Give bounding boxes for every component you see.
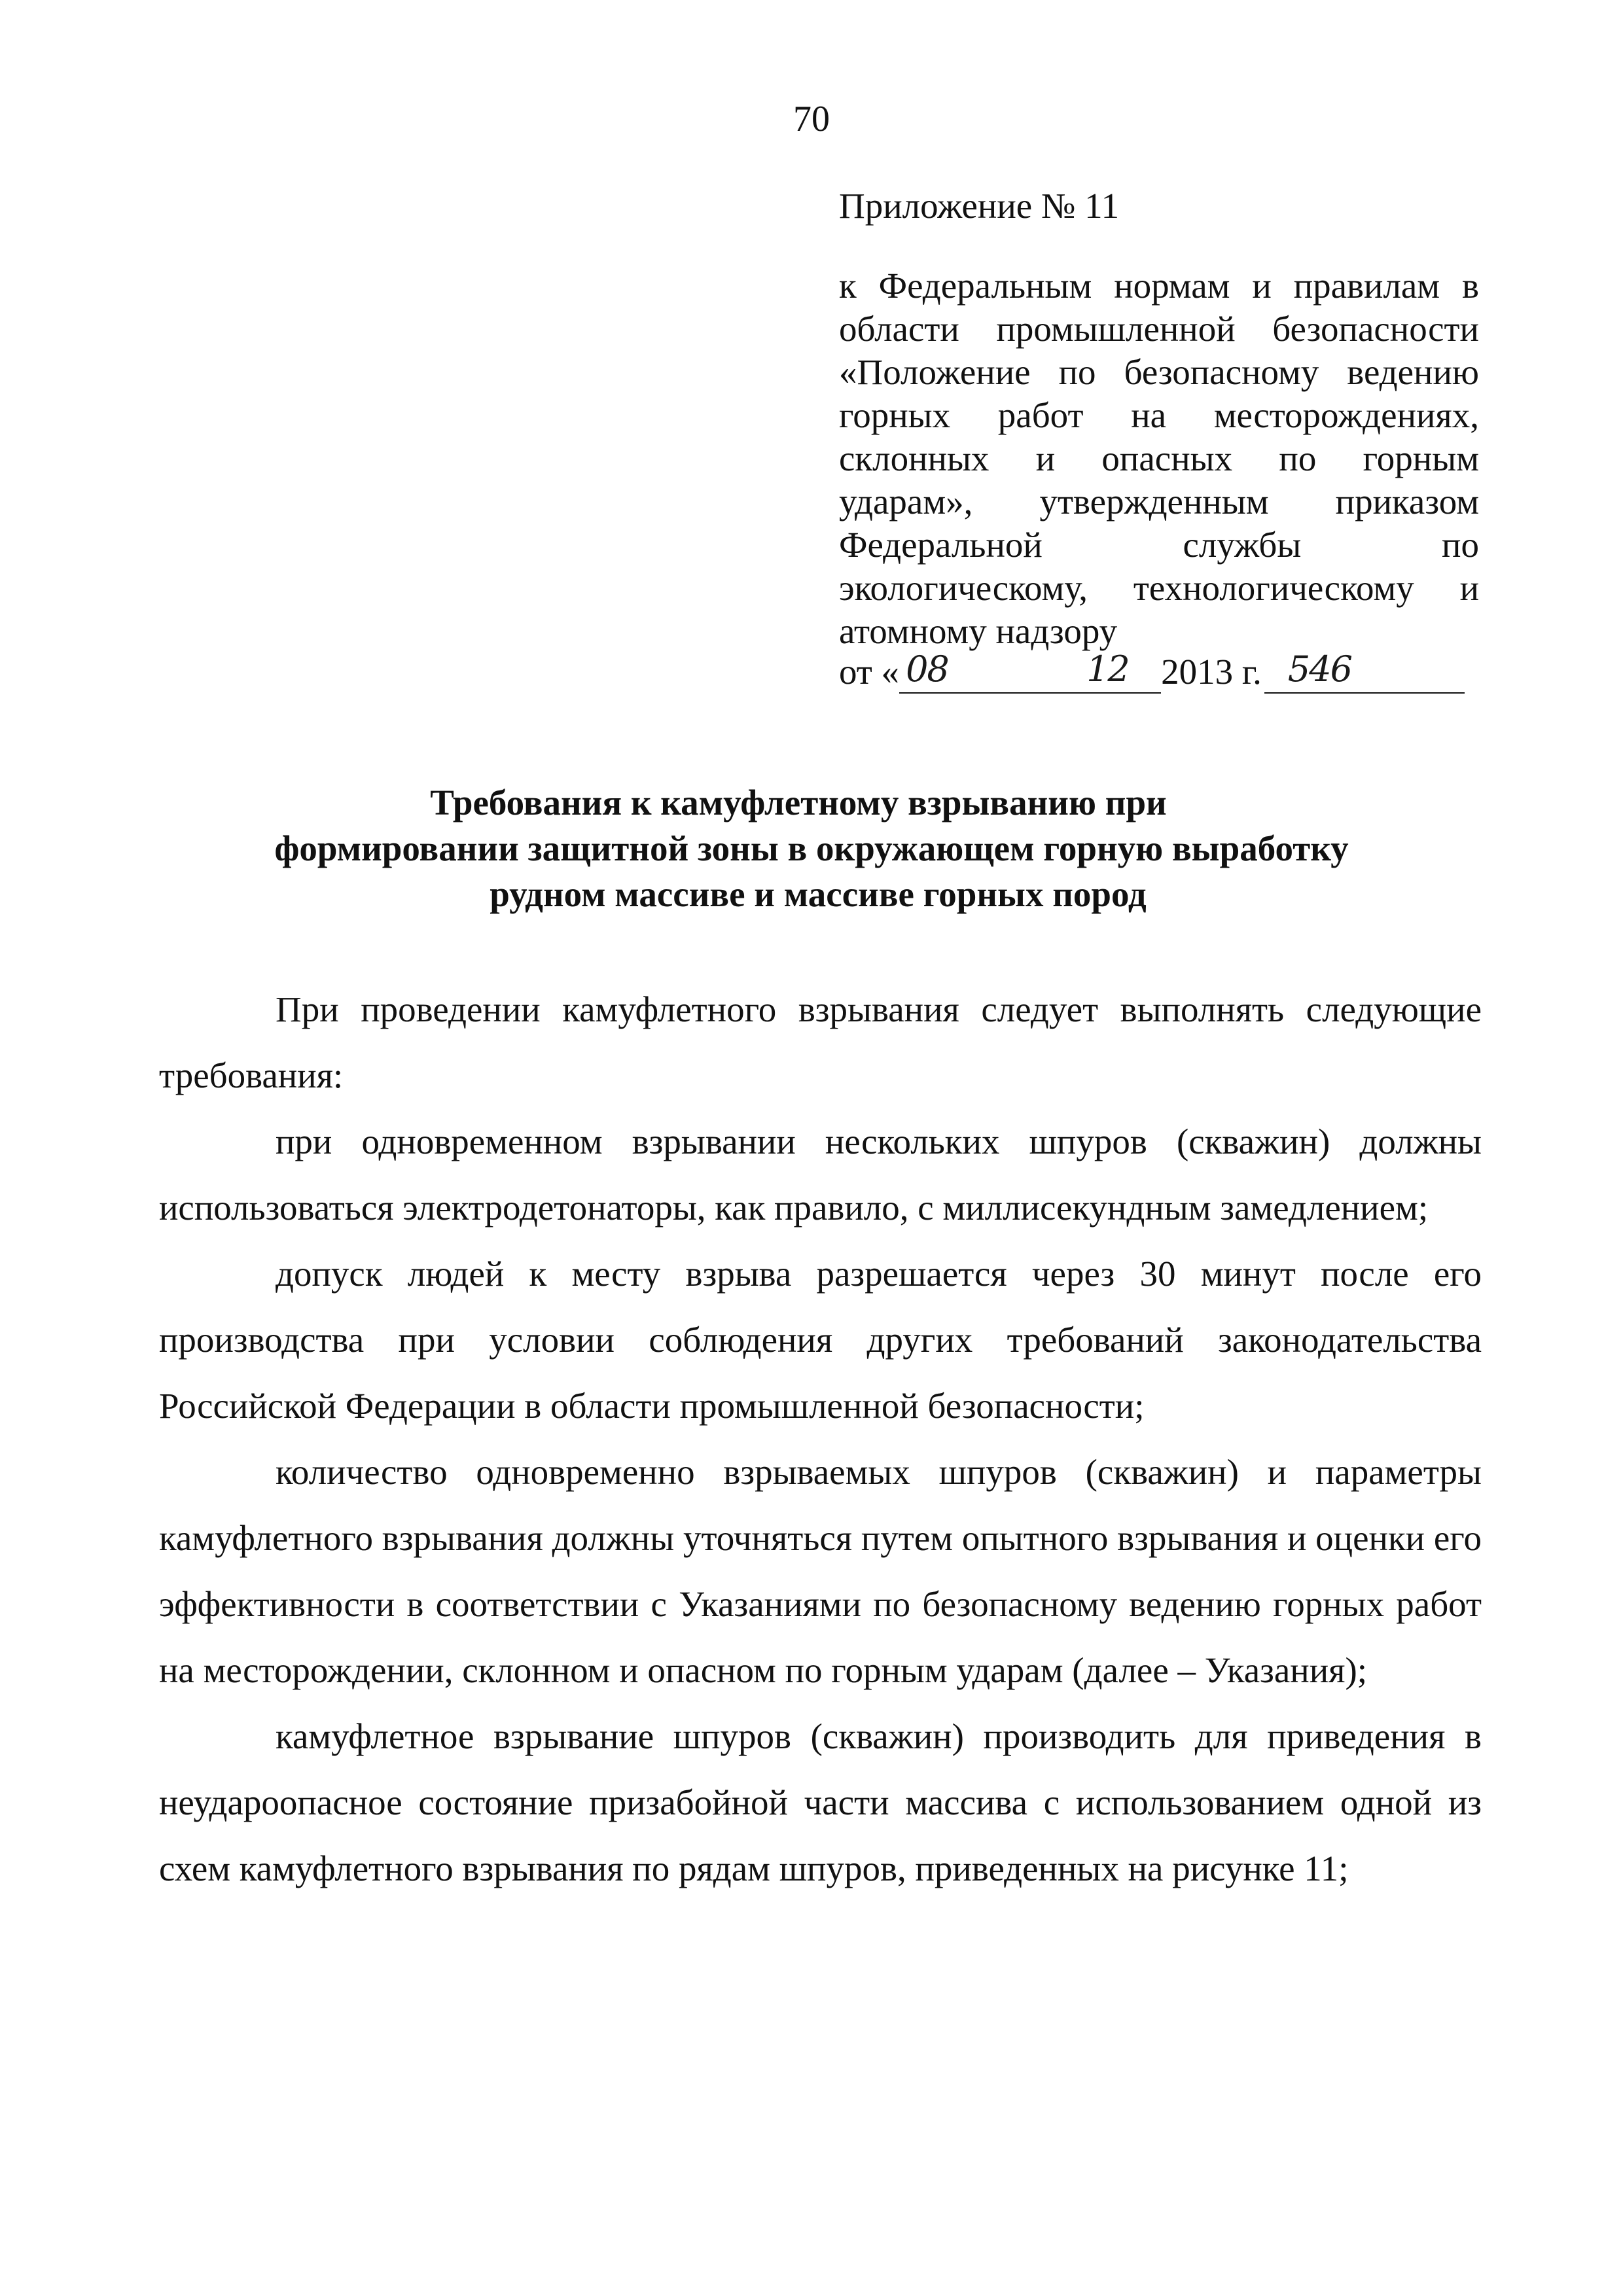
from-prefix: от « — [839, 652, 900, 692]
appendix-line: экологическому, технологическому и — [839, 568, 1479, 608]
paragraph: камуфлетное взрывание шпуров (скважин) производить для приведения в неудароопасное состояние призабойной части массива с использованием одной из схем камуфлетного взрывания по рядам шпуров, приведенных на рисунке 11; — [159, 1716, 1482, 1888]
paragraph: при одновременном взрывании нескольких шпуров (скважин) должны использоваться электродетонаторы, как правило, с миллисекундным замедлением; — [159, 1122, 1482, 1227]
paragraph: При проведении камуфлетного взрывания следует выполнять следующие требования: — [159, 989, 1482, 1095]
paragraph: количество одновременно взрываемых шпуров (скважин) и параметры камуфлетного взрывания должны уточняться путем опытного взрывания и оценки его эффективности в соответствии с Указаниями по безопасному ведению горных работ на месторождении, склонном и опасном по горным ударам (далее – Указания); — [159, 1452, 1482, 1690]
title-line: рудном массиве и массиве горных пород — [490, 874, 1147, 914]
appendix-header — [839, 185, 1479, 694]
year-text: 2013 г. — [1161, 652, 1262, 692]
number-blank — [1264, 648, 1465, 694]
appendix-line: склонных и опасных по горным — [839, 438, 1479, 478]
appendix-line: атомному надзору — [839, 611, 1118, 651]
page-number: 70 — [793, 99, 830, 139]
paragraph: допуск людей к месту взрыва разрешается через 30 минут после его производства при условии соблюдения других требований законодательства Российской Федерации в области промышленной безопасности; — [159, 1254, 1482, 1426]
handwritten-month: 12 — [1086, 648, 1129, 690]
handwritten-day: 08 — [906, 648, 948, 690]
appendix-reference — [839, 264, 1479, 653]
document-title — [0, 780, 1623, 917]
day-blank — [899, 648, 988, 694]
month-blank — [988, 648, 1161, 694]
appendix-line: ударам», утвержденным приказом — [839, 482, 1479, 521]
order-date-line — [839, 650, 1479, 694]
title-line: Требования к камуфлетному взрыванию при — [430, 783, 1167, 822]
document-body — [159, 976, 1482, 1901]
appendix-title: Приложение № 11 — [839, 186, 1120, 226]
title-line: формировании защитной зоны в окружающем горную выработку — [274, 828, 1349, 868]
appendix-line: Федеральной службы по — [839, 525, 1479, 565]
appendix-line: к Федеральным нормам и правилам в — [839, 266, 1479, 306]
appendix-line: горных работ на месторождениях, — [839, 395, 1479, 435]
appendix-line: области промышленной безопасности — [839, 309, 1479, 349]
appendix-line: «Положение по безопасному ведению — [839, 352, 1479, 392]
handwritten-order-number: 546 — [1287, 648, 1351, 690]
